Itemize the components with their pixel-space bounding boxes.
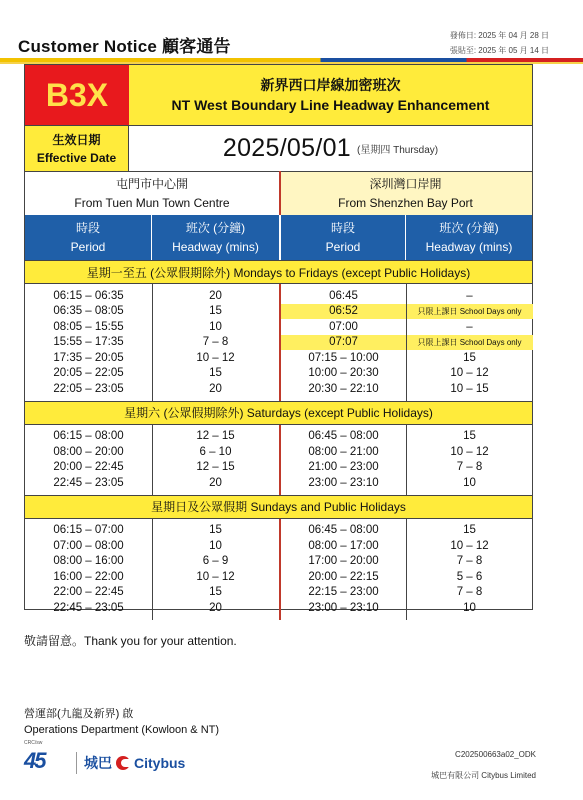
headway-cell: 15	[209, 305, 222, 318]
period-cell: 15:55 – 17:35	[53, 336, 124, 349]
effective-label-en: Effective Date	[36, 150, 117, 165]
logo-brand-zh: 城巴	[84, 755, 112, 771]
headway-cell: 10	[209, 320, 222, 333]
issue-date: 發佈日: 2025 年 04 月 28 日	[449, 31, 549, 40]
headway-cell: 12 – 15	[196, 430, 235, 443]
headway-cell: 10 – 12	[450, 539, 489, 552]
period-cell: 06:35 – 08:05	[53, 305, 124, 318]
period-cell: 20:00 – 22:15	[308, 570, 379, 583]
document-code: C202500663a02_ODK	[455, 750, 536, 759]
headway-cell: 15	[209, 367, 222, 380]
headway-cell: 20	[209, 476, 222, 489]
column-divider	[152, 519, 153, 620]
period-cell: 22:00 – 22:45	[53, 586, 124, 599]
direction-zh: 屯門市中心開	[115, 176, 188, 191]
period-cell: 06:45	[329, 289, 358, 302]
direction-en: From Tuen Mun Town Centre	[74, 195, 230, 210]
headway-cell: 20	[209, 289, 222, 302]
period-cell: 07:00 – 08:00	[53, 539, 124, 552]
effective-label-zh: 生效日期	[52, 132, 101, 147]
direction-shenzhen-bay	[279, 171, 532, 215]
headway-zh: 班次 (分鐘)	[439, 220, 499, 235]
headway-cell: 10 – 15	[450, 382, 489, 395]
headway-cell: 15	[463, 524, 476, 537]
period-en: Period	[325, 239, 361, 254]
column-header-headway	[406, 215, 532, 260]
headway-cell: 10 – 12	[450, 367, 489, 380]
period-cell: 07:00	[329, 320, 358, 333]
headway-cell: 20	[209, 382, 222, 395]
citybus-logo	[84, 753, 185, 773]
period-cell: 17:00 – 20:00	[308, 555, 379, 568]
department-zh: 營運部(九龍及新界) 啟	[24, 708, 134, 720]
headway-cell: 15	[463, 351, 476, 364]
direction-en: From Shenzhen Bay Port	[338, 195, 473, 210]
section-header: 星期日及公眾假期 Sundays and Public Holidays	[25, 495, 532, 519]
headway-zh: 班次 (分鐘)	[185, 220, 246, 235]
direction-tuen-mun	[25, 171, 279, 215]
period-cell: 08:00 – 17:00	[308, 539, 379, 552]
logo-number: 45	[24, 748, 45, 773]
column-divider	[406, 425, 407, 495]
period-cell: 07:15 – 10:00	[308, 351, 379, 364]
timetable	[24, 64, 533, 614]
headway-cell: 10	[463, 601, 476, 614]
effective-day: (星期四 Thursday)	[357, 145, 439, 156]
route-45-logo	[24, 748, 44, 774]
effective-date-value	[129, 125, 532, 171]
headway-cell: 15	[463, 430, 476, 443]
headway-cell: 7 – 8	[202, 336, 229, 349]
period-cell: 10:00 – 20:30	[308, 367, 379, 380]
crc-ref: CRC/sw	[24, 740, 43, 746]
headway-cell: 10 – 12	[450, 445, 489, 458]
section-header: 星期一至五 (公眾假期除外) Mondays to Fridays (except Public Holidays)	[25, 260, 532, 284]
period-cell: 06:15 – 06:35	[53, 289, 124, 302]
column-divider	[152, 284, 153, 401]
headway-cell: 12 – 15	[196, 461, 235, 474]
logo-divider	[76, 752, 77, 774]
period-zh: 時段	[75, 220, 100, 235]
logo-brand-en: Citybus	[134, 755, 186, 771]
period-cell: 16:00 – 22:00	[53, 570, 124, 583]
headway-cell: 15	[209, 524, 222, 537]
column-header-period	[25, 215, 152, 260]
column-header-period	[279, 215, 406, 260]
column-divider	[279, 171, 281, 215]
headway-cell: 10 – 12	[196, 570, 235, 583]
period-cell: 22:45 – 23:05	[53, 601, 124, 614]
headway-cell: 7 – 8	[456, 461, 483, 474]
period-cell: 22:05 – 23:05	[53, 382, 124, 395]
period-cell: 08:00 – 16:00	[53, 555, 124, 568]
period-cell: 22:15 – 23:00	[308, 586, 379, 599]
school-days-note: 只限上課日 School Days only	[406, 304, 533, 320]
department-signature	[24, 706, 219, 738]
column-divider	[279, 284, 281, 401]
period-cell: 20:05 – 22:05	[53, 367, 124, 380]
period-cell: 06:15 – 07:00	[53, 524, 124, 537]
period-zh: 時段	[330, 220, 355, 235]
headway-cell: 10 – 12	[196, 351, 235, 364]
period-cell: 23:00 – 23:10	[308, 476, 379, 489]
headway-cell: 7 – 8	[456, 555, 483, 568]
company-name: 城巴有限公司 Citybus Limited	[431, 771, 536, 780]
headway-en: Headway (mins)	[425, 239, 513, 254]
effective-date: 2025/05/01	[222, 134, 351, 162]
department-en: Operations Department (Kowloon & NT)	[24, 724, 220, 736]
period-cell: 20:00 – 22:45	[53, 461, 124, 474]
period-cell: 21:00 – 23:00	[308, 461, 379, 474]
headway-cell: 15	[209, 586, 222, 599]
headway-cell: –	[466, 289, 473, 302]
route-title	[129, 65, 532, 125]
headway-cell: –	[466, 320, 473, 333]
period-cell: 06:45 – 08:00	[308, 430, 379, 443]
headway-cell: 6 – 9	[202, 555, 229, 568]
period-en: Period	[70, 239, 106, 254]
headway-cell: 7 – 8	[456, 586, 483, 599]
headway-cell: 10	[209, 539, 222, 552]
period-cell: 06:15 – 08:00	[53, 430, 124, 443]
period-cell: 20:30 – 22:10	[308, 382, 379, 395]
column-header-headway	[152, 215, 279, 260]
notice-title: Customer Notice 顧客通告	[18, 37, 231, 56]
post-until-date: 張貼至: 2025 年 05 月 14 日	[449, 46, 549, 55]
citybus-c-icon	[116, 756, 130, 770]
headway-cell: 20	[209, 601, 222, 614]
column-divider	[279, 519, 281, 620]
period-cell: 08:00 – 20:00	[53, 445, 124, 458]
route-title-en: NT West Boundary Line Headway Enhancement	[171, 97, 490, 113]
thanks-message: 敬請留意。Thank you for your attention.	[24, 634, 237, 648]
notice-dates	[450, 28, 549, 58]
headway-en: Headway (mins)	[172, 239, 259, 254]
period-cell: 08:00 – 21:00	[308, 445, 379, 458]
period-cell: 06:45 – 08:00	[308, 524, 379, 537]
headway-cell: 6 – 10	[199, 445, 232, 458]
period-cell: 23:00 – 23:10	[308, 601, 379, 614]
route-number: B3X	[25, 65, 129, 125]
route-title-zh: 新界西口岸線加密班次	[260, 77, 401, 93]
direction-zh: 深圳灣口岸開	[369, 176, 442, 191]
school-days-note: 只限上課日 School Days only	[406, 335, 533, 351]
effective-date-label	[25, 125, 129, 171]
column-divider	[406, 519, 407, 620]
period-cell: 07:07	[281, 335, 406, 351]
period-cell: 22:45 – 23:05	[53, 476, 124, 489]
column-divider	[406, 284, 407, 401]
column-divider	[152, 425, 153, 495]
period-cell: 06:52	[281, 304, 406, 320]
headway-cell: 10	[463, 476, 476, 489]
period-cell: 08:05 – 15:55	[53, 320, 124, 333]
headway-cell: 5 – 6	[456, 570, 483, 583]
period-cell: 17:35 – 20:05	[53, 351, 124, 364]
column-divider	[279, 425, 281, 495]
section-header: 星期六 (公眾假期除外) Saturdays (except Public Holidays)	[25, 401, 532, 425]
